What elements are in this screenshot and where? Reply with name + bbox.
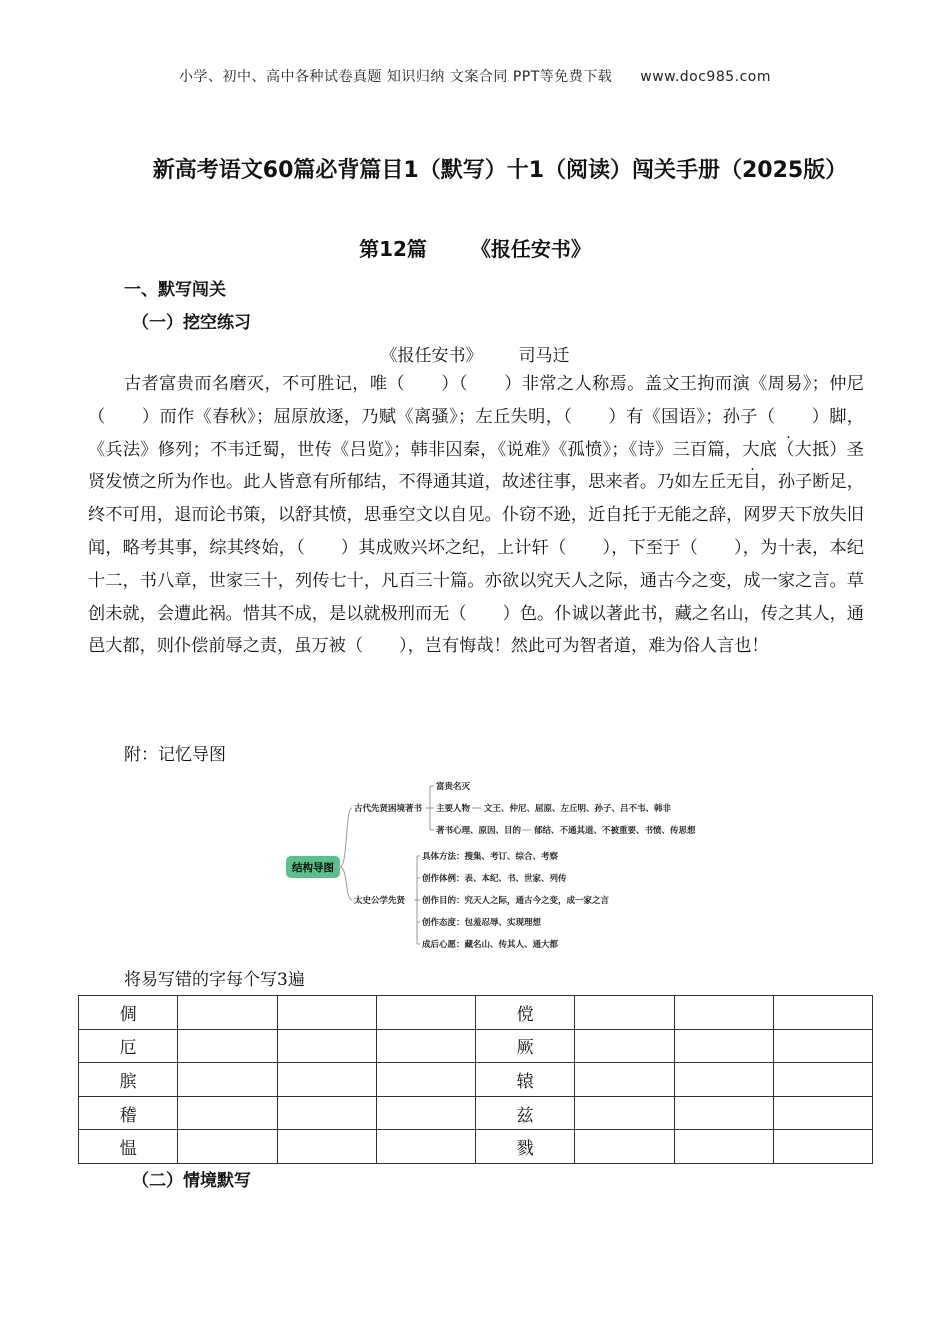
- passage-text: ）其成败兴坏之纪，上计轩（: [340, 537, 567, 558]
- practice-char: 膑: [79, 1063, 178, 1097]
- mindmap-b2-item: 具体方法：搜集、考订、综合、考察: [422, 852, 559, 862]
- write-cell[interactable]: [674, 1096, 773, 1130]
- table-row: [79, 1029, 873, 1063]
- passage-text: ）有《国语》；孙子（: [608, 406, 776, 427]
- write-cell[interactable]: [376, 1029, 475, 1063]
- section-heading-1: 一、默写闯关: [124, 280, 226, 300]
- mindmap-b1-item: 著书心理、原因、目的: [436, 826, 522, 836]
- practice-char: 辕: [476, 1063, 575, 1097]
- passage-text: 古者富贵而名磨灭，不可胜记，唯（: [124, 374, 405, 394]
- write-cell[interactable]: [575, 1029, 674, 1063]
- header-site[interactable]: www.doc985.com: [640, 69, 772, 85]
- write-cell[interactable]: [674, 996, 773, 1030]
- cloze-passage: [88, 368, 864, 663]
- write-cell[interactable]: [674, 1130, 773, 1164]
- mindmap-branch-1: 古代先贤困境著书: [354, 804, 423, 814]
- write-cell[interactable]: [277, 1130, 376, 1164]
- write-cell[interactable]: [773, 1130, 872, 1164]
- section-heading-1-1: （一）挖空练习: [132, 313, 251, 333]
- write-cell[interactable]: [575, 1063, 674, 1097]
- write-cell[interactable]: [674, 1063, 773, 1097]
- table-row: [79, 1130, 873, 1164]
- write-cell[interactable]: [773, 996, 872, 1030]
- write-cell[interactable]: [376, 1063, 475, 1097]
- write-cell[interactable]: [575, 1130, 674, 1164]
- write-cell[interactable]: [178, 1096, 277, 1130]
- passage-text: ）而作《春秋》；屈原放逐，乃赋《离骚》；左丘失明，（: [141, 406, 573, 427]
- practice-char: 倜: [79, 996, 178, 1030]
- mindmap-connector: [414, 856, 420, 944]
- write-cell[interactable]: [575, 996, 674, 1030]
- mindmap-b1-item: 主要人物: [436, 804, 471, 814]
- memory-mindmap: [280, 772, 720, 952]
- practice-char: 戮: [476, 1130, 575, 1164]
- mindmap-b2-item: 创作体例：表、本纪、书、世家、列传: [422, 874, 567, 884]
- passage-text: ），下至于（: [602, 537, 698, 558]
- passage-text: ）（: [440, 374, 468, 394]
- practice-instruction: 将易写错的字每个写3遍: [124, 970, 305, 990]
- write-cell[interactable]: [277, 1063, 376, 1097]
- write-cell[interactable]: [674, 1029, 773, 1063]
- mindmap-branch-2: 太史公学先贤: [354, 896, 406, 906]
- write-cell[interactable]: [277, 1096, 376, 1130]
- write-cell[interactable]: [178, 1130, 277, 1164]
- passage-text: ）脚，《兵法》修列；不韦迁蜀，世传《吕览》；韩非囚秦，《说难》《孤愤》；《诗》三百篇，: [88, 406, 864, 460]
- poem-author: 司马迁: [518, 346, 570, 366]
- poem-heading: [0, 341, 950, 366]
- write-cell[interactable]: [575, 1096, 674, 1130]
- poem-title: 《报任安书》: [380, 346, 483, 366]
- practice-char: 愠: [79, 1130, 178, 1164]
- mindmap-b1-item: 富贵名灭: [436, 782, 471, 792]
- passage-text: ）非常之人称焉。盖文王拘而演《周易》；仲尼（: [88, 374, 864, 427]
- write-cell[interactable]: [277, 996, 376, 1030]
- passage-text: （大抵）圣贤发愤之所为作也。此人皆意有所郁结，不得通其道，故述往事，思来者。乃如左丘无目，孙子断足，终不可用，退而论书策，以舒其愤，思垂空文以自见。仆窃不逊，近自托于无能之辞，网罗天下放失旧闻，略考其事，综其终始，（: [88, 439, 864, 558]
- mindmap-connector: [340, 867, 352, 900]
- passage-text: ），岂有悔哉！然此可为智者道，难为俗人言也！: [399, 636, 769, 657]
- mindmap-connector: [426, 786, 434, 830]
- chapter-title: [0, 233, 950, 262]
- write-cell[interactable]: [773, 1063, 872, 1097]
- write-cell[interactable]: [773, 1096, 872, 1130]
- mindmap-note: 附：记忆导图: [124, 745, 226, 765]
- page-header: [0, 66, 950, 86]
- write-cell[interactable]: [376, 1096, 475, 1130]
- write-cell[interactable]: [277, 1029, 376, 1063]
- mindmap-b2-item: 成后心愿：藏名山、传其人、通大都: [422, 940, 559, 950]
- write-cell[interactable]: [773, 1029, 872, 1063]
- table-row: [79, 1096, 873, 1130]
- practice-char: 兹: [476, 1096, 575, 1130]
- section-heading-1-2: （二）情境默写: [132, 1171, 251, 1191]
- document-title: 新高考语文60篇必背篇目1（默写）十1（阅读）闯关手册（2025版）: [152, 158, 848, 183]
- emphasis-dotted-text: · · 大底: [742, 440, 777, 460]
- write-cell[interactable]: [178, 996, 277, 1030]
- practice-char: 厄: [79, 1029, 178, 1063]
- mindmap-b1-detail: 文王、仲尼、屈原、左丘明、孙子、吕不韦、韩非: [484, 804, 672, 814]
- practice-char: 傥: [476, 996, 575, 1030]
- mindmap-connector: [340, 808, 352, 867]
- table-row: [79, 1063, 873, 1097]
- header-text: 小学、初中、高中各种试卷真题 知识归纳 文案合同 PPT等免费下载: [178, 69, 613, 85]
- passage-text: ），为十表，本纪十二，书八章，世家三十，列传七十，凡百三十篇。亦欲以究天人之际，通古今之变，成一家之言。草创未就，会遭此祸。惜其不成，是以就极刑而无（: [88, 537, 864, 624]
- mindmap-b2-item: 创作态度：包羞忍辱、实现理想: [422, 918, 542, 928]
- practice-table: [78, 995, 873, 1164]
- mindmap-b2-item: 创作目的：究天人之际，通古今之变，成一家之言: [422, 896, 610, 906]
- chapter-number: 第12篇: [359, 237, 427, 261]
- write-cell[interactable]: [376, 996, 475, 1030]
- chapter-name: 《报任安书》: [470, 237, 591, 261]
- table-row: [79, 996, 873, 1030]
- write-cell[interactable]: [376, 1130, 475, 1164]
- practice-char: 厥: [476, 1029, 575, 1063]
- mindmap-root: 结构导图: [292, 862, 334, 874]
- write-cell[interactable]: [178, 1029, 277, 1063]
- write-cell[interactable]: [178, 1063, 277, 1097]
- passage-text: ）色。仆诚以著此书，藏之名山，传之其人，通邑大都，则仆偿前辱之责，虽万被（: [88, 603, 864, 657]
- practice-char: 稽: [79, 1096, 178, 1130]
- mindmap-b1-detail: 郁结、不通其道、不被重要、书愤、传思想: [534, 826, 696, 836]
